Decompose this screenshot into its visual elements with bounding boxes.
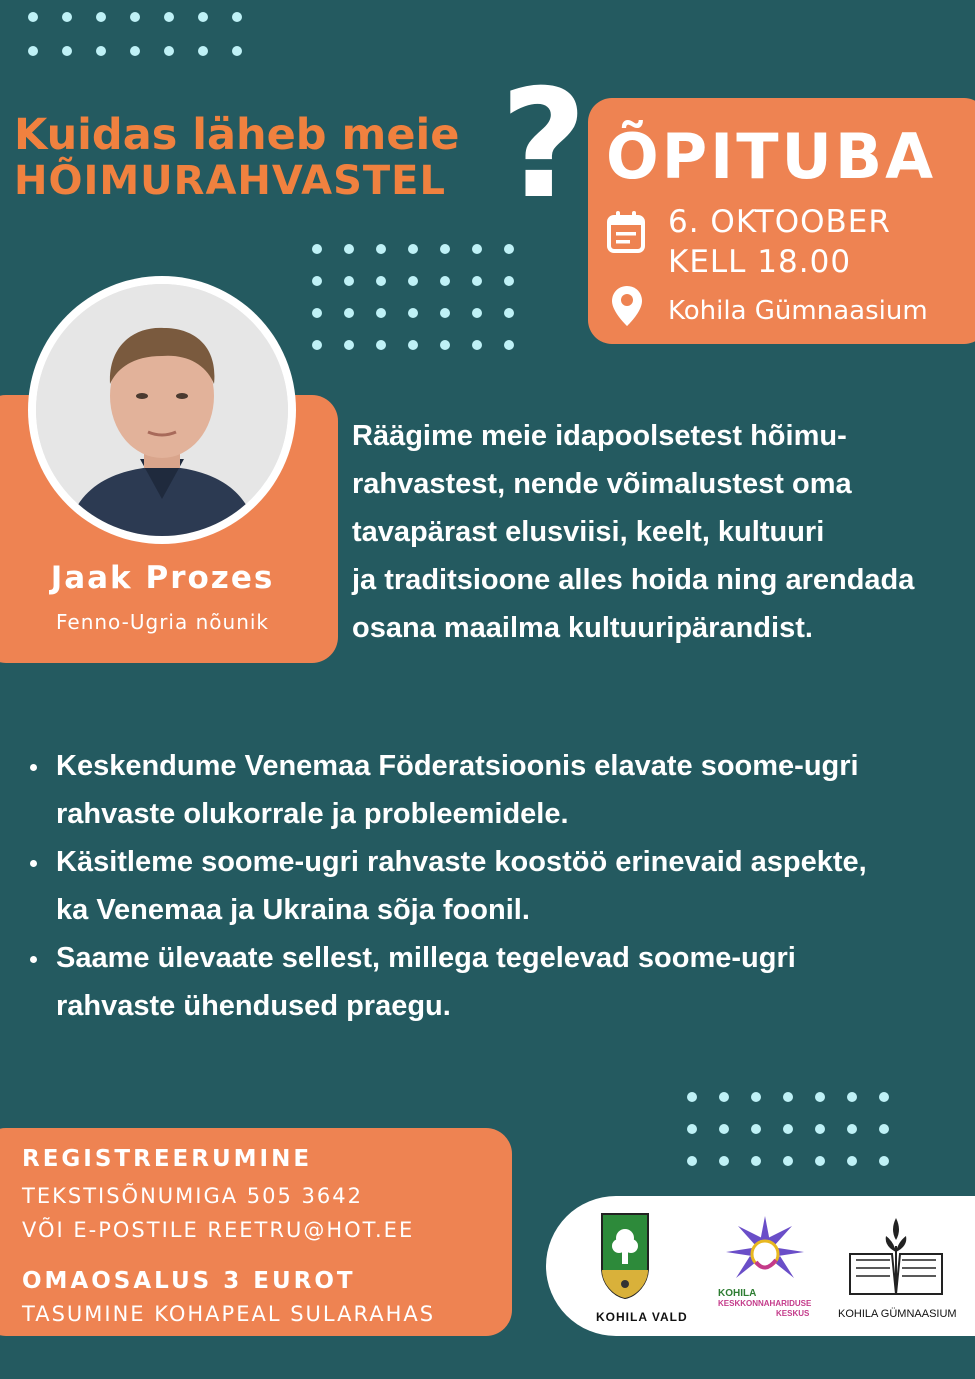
decorative-dot — [232, 12, 242, 22]
decorative-dot — [687, 1092, 697, 1102]
decorative-dot — [687, 1124, 697, 1134]
decorative-dot — [751, 1092, 761, 1102]
decorative-dot — [751, 1124, 761, 1134]
decorative-dot — [847, 1156, 857, 1166]
decorative-dot — [408, 244, 418, 254]
decorative-dot — [440, 340, 450, 350]
decorative-dot — [96, 12, 106, 22]
decorative-dot — [198, 12, 208, 22]
decorative-dot — [472, 308, 482, 318]
decorative-dot — [376, 308, 386, 318]
decorative-dot — [783, 1124, 793, 1134]
decorative-dot — [751, 1156, 761, 1166]
event-title: ÕPITUBA — [606, 120, 937, 193]
decorative-dot — [440, 308, 450, 318]
kohila-gymnaasium-label: KOHILA GÜMNAASIUM — [838, 1308, 957, 1320]
list-item: Saame ülevaate sellest, millega tegelevad soome-ugri rahvaste ühendused praegu. — [28, 934, 958, 1030]
decorative-dot — [344, 244, 354, 254]
decorative-dot — [472, 276, 482, 286]
decorative-dot — [408, 276, 418, 286]
decorative-dot — [130, 46, 140, 56]
decorative-dot — [847, 1124, 857, 1134]
decorative-dot — [815, 1156, 825, 1166]
list-item: Keskendume Venemaa Föderatsioonis elavate soome-ugri rahvaste olukorrale ja probleemidele. — [28, 742, 958, 838]
calendar-icon — [606, 210, 646, 254]
kkk-label-2: KESKKONNAHARIDUSE — [718, 1299, 812, 1308]
decorative-dot — [312, 276, 322, 286]
kkk-label-1: KOHILA — [718, 1288, 757, 1299]
decorative-dot — [164, 12, 174, 22]
dot-grid-bottom — [687, 1092, 889, 1166]
decorative-dot — [783, 1092, 793, 1102]
kohila-vald-label: KOHILA VALD — [596, 1310, 688, 1324]
decorative-dot — [879, 1124, 889, 1134]
registration-email: VÕI E-POSTILE REETRU@HOT.EE — [22, 1218, 415, 1242]
decorative-dot — [815, 1092, 825, 1102]
decorative-dot — [164, 46, 174, 56]
title-line-2: HÕIMURAHVASTEL — [14, 158, 446, 204]
decorative-dot — [879, 1092, 889, 1102]
decorative-dot — [783, 1156, 793, 1166]
bullet-list — [28, 742, 958, 1030]
decorative-dot — [312, 340, 322, 350]
speaker-role: Fenno-Ugria nõunik — [55, 610, 270, 634]
kohila-vald-crest-icon — [600, 1212, 650, 1300]
speaker-portrait-icon — [36, 284, 288, 536]
fee-label: OMAOSALUS 3 EUROT — [22, 1268, 356, 1294]
question-mark: ? — [500, 58, 588, 232]
event-info-box — [588, 98, 975, 344]
decorative-dot — [198, 46, 208, 56]
decorative-dot — [719, 1156, 729, 1166]
intro-line: ja traditsioone alles hoida ning arendada — [352, 564, 915, 596]
dot-grid-middle — [312, 244, 514, 350]
decorative-dot — [504, 340, 514, 350]
registration-title: REGISTREERUMINE — [22, 1146, 313, 1172]
speaker-name: Jaak Prozes — [50, 560, 275, 596]
decorative-dot — [472, 340, 482, 350]
decorative-dot — [376, 340, 386, 350]
decorative-dot — [847, 1092, 857, 1102]
decorative-dot — [28, 12, 38, 22]
intro-line: rahvastest, nende võimalustest oma — [352, 468, 852, 500]
event-location: Kohila Gümnaasium — [668, 296, 928, 326]
decorative-dot — [376, 276, 386, 286]
intro-paragraph — [352, 412, 972, 652]
decorative-dot — [232, 46, 242, 56]
decorative-dot — [62, 12, 72, 22]
decorative-dot — [440, 276, 450, 286]
decorative-dot — [504, 276, 514, 286]
page-title — [14, 112, 459, 204]
kkk-label-3: KESKUS — [776, 1309, 810, 1318]
decorative-dot — [440, 244, 450, 254]
decorative-dot — [28, 46, 38, 56]
decorative-dot — [62, 46, 72, 56]
intro-line: osana maailma kultuuripärandist. — [352, 612, 813, 644]
event-time: KELL 18.00 — [668, 244, 852, 280]
decorative-dot — [408, 308, 418, 318]
dot-grid-top — [28, 12, 242, 56]
decorative-dot — [504, 308, 514, 318]
registration-box — [0, 1128, 512, 1336]
decorative-dot — [815, 1124, 825, 1134]
decorative-dot — [376, 244, 386, 254]
decorative-dot — [312, 308, 322, 318]
keskkonnahariduse-keskus-logo-icon — [722, 1212, 808, 1292]
decorative-dot — [408, 340, 418, 350]
kohila-gymnaasium-book-icon — [846, 1212, 946, 1300]
decorative-dot — [879, 1156, 889, 1166]
list-item: Käsitleme soome-ugri rahvaste koostöö erinevaid aspekte, ka Venemaa ja Ukraina sõja foonil. — [28, 838, 958, 934]
decorative-dot — [344, 308, 354, 318]
decorative-dot — [504, 244, 514, 254]
decorative-dot — [472, 244, 482, 254]
intro-line: Räägime meie idapoolsetest hõimu- — [352, 420, 847, 452]
decorative-dot — [312, 244, 322, 254]
decorative-dot — [130, 12, 140, 22]
title-line-1: Kuidas läheb meie — [14, 110, 460, 160]
decorative-dot — [96, 46, 106, 56]
decorative-dot — [719, 1124, 729, 1134]
registration-sms: TEKSTISÕNUMIGA 505 3642 — [22, 1184, 363, 1208]
decorative-dot — [687, 1156, 697, 1166]
payment-info: TASUMINE KOHAPEAL SULARAHAS — [22, 1302, 436, 1326]
event-date: 6. OKTOOBER — [668, 204, 891, 240]
speaker-photo — [28, 276, 296, 544]
decorative-dot — [344, 340, 354, 350]
decorative-dot — [719, 1092, 729, 1102]
event-datetime — [668, 202, 891, 282]
intro-line: tavapärast elusviisi, keelt, kultuuri — [352, 516, 825, 548]
decorative-dot — [344, 276, 354, 286]
location-pin-icon — [610, 284, 644, 328]
sponsor-logos — [546, 1196, 975, 1336]
